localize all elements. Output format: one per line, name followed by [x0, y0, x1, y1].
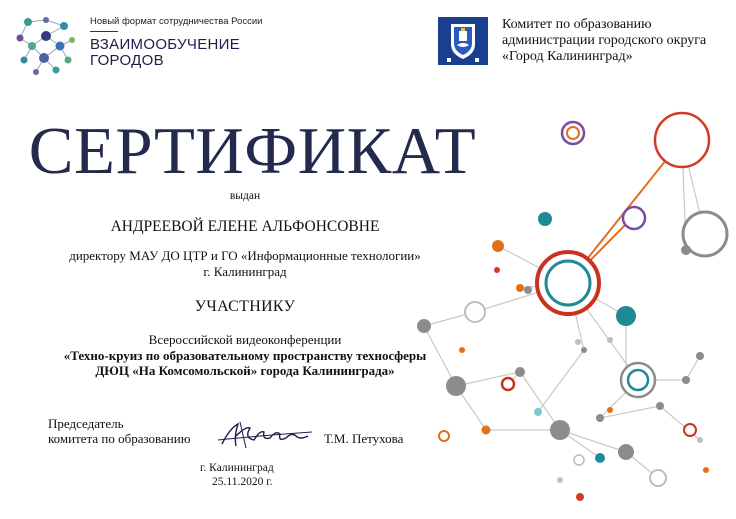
handwritten-signature [216, 418, 316, 452]
recipient-position: директору МАУ ДО ЦТР и ГО «Информационные технологии» [69, 248, 421, 263]
event-title-line-1: «Техно-круиз по образовательному пространству техносферы [63, 348, 427, 363]
recipient-city: г. Калининград [203, 264, 287, 279]
committee-line-3: «Город Калининград» [502, 49, 633, 64]
tagline-divider [90, 31, 118, 32]
signer-role-line-2: комитета по образованию [48, 431, 191, 446]
issue-date: 25.11.2020 г. [212, 476, 273, 488]
organizer-brand [90, 37, 240, 69]
event-type: Всероссийской видеоконференции [148, 332, 342, 347]
committee-line-1: Комитет по образованию [502, 17, 652, 32]
kaliningrad-emblem-icon [437, 16, 489, 66]
signer-name: Т.М. Петухова [324, 431, 404, 446]
recipient-name: АНДРЕЕВОЙ ЕЛЕНЕ АЛЬФОНСОВНЕ [110, 218, 380, 235]
certificate-title: СЕРТИФИКАТ [28, 114, 477, 188]
brand-line-1: ВЗАИМООБУЧЕНИЕ [90, 36, 241, 53]
committee-line-2: администрации городского округа [502, 33, 707, 48]
issuing-committee [502, 17, 732, 65]
issued-label: выдан [229, 190, 261, 202]
brand-line-2: ГОРОДОВ [90, 52, 164, 69]
signer-role-line-1: Председатель [48, 416, 124, 431]
city-network-logo-icon [10, 12, 82, 80]
organizer-tagline: Новый формат сотрудничества России [90, 16, 263, 27]
event-title-line-2: ДЮЦ «На Комсомольской» города Калининграда» [95, 363, 395, 378]
issue-city: г. Калининград [200, 462, 274, 474]
participant-role: УЧАСТНИКУ [194, 298, 296, 315]
network-decoration [405, 95, 736, 519]
